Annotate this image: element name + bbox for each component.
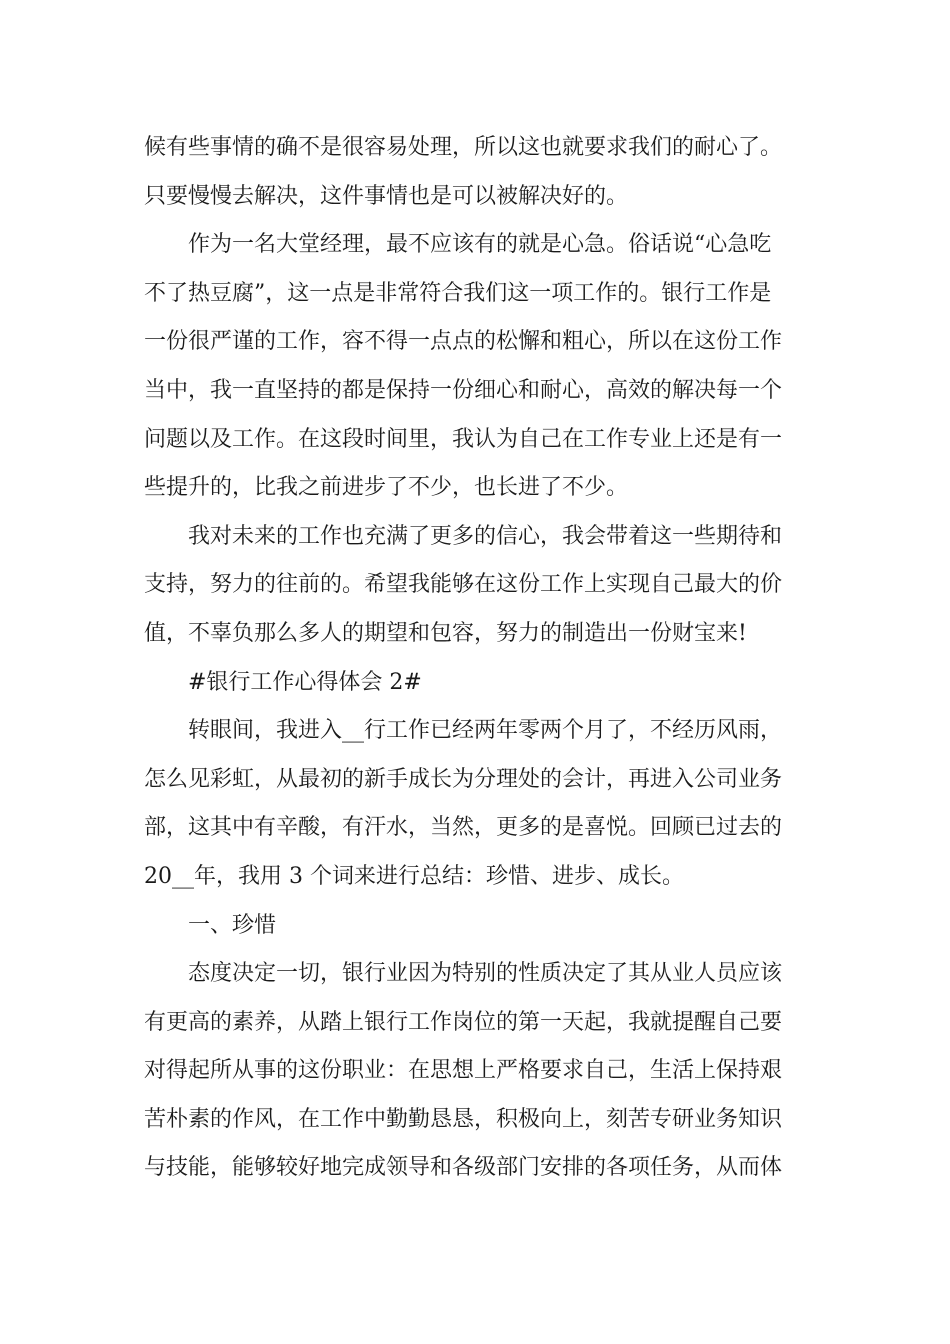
text-line: 态度决定一切，银行业因为特别的性质决定了其从业人员应该 — [188, 961, 783, 987]
text-line: 有更高的素养，从踏上银行工作岗位的第一天起，我就提醒自己要 — [144, 1009, 783, 1035]
text-line: 值，不辜负那么多人的期望和包容，努力的制造出一份财宝来! — [144, 620, 747, 646]
text-line: 怎么见彩虹，从最初的新手成长为分理处的会计，再进入公司业务 — [144, 766, 783, 792]
text-line: 些提升的，比我之前进步了不少，也长进了不少。 — [144, 475, 629, 501]
text-line: 不了热豆腐”，这一点是非常符合我们这一项工作的。银行工作是 — [144, 280, 772, 306]
body-text — [144, 128, 812, 1197]
text-line: 对得起所从事的这份职业：在思想上严格要求自己，生活上保持艰 — [144, 1058, 783, 1084]
text-line: 我对未来的工作也充满了更多的信心，我会带着这一些期待和 — [188, 523, 783, 549]
text-line: 一份很严谨的工作，容不得一点点的松懈和粗心，所以在这份工作 — [144, 329, 783, 355]
text-line: 20__年，我用 3 个词来进行总结：珍惜、进步、成长。 — [144, 863, 684, 889]
text-line: 问题以及工作。在这段时间里，我认为自己在工作专业上还是有一 — [144, 426, 783, 452]
text-line: #银行工作心得体会 2# — [188, 669, 422, 695]
text-line: 部，这其中有辛酸，有汗水，当然，更多的是喜悦。回顾已过去的 — [144, 815, 783, 841]
text-line: 苦朴素的作风，在工作中勤勤恳恳，积极向上，刻苦专研业务知识 — [144, 1106, 783, 1132]
text-line: 作为一名大堂经理，最不应该有的就是心急。俗话说“心急吃 — [188, 232, 772, 258]
text-line: 候有些事情的确不是很容易处理，所以这也就要求我们的耐心了。 — [144, 135, 783, 160]
text-line: 转眼间，我进入__行工作已经两年零两个月了，不经历风雨， — [188, 718, 783, 744]
text-line: 当中，我一直坚持的都是保持一份细心和耐心，高效的解决每一个 — [144, 377, 783, 403]
text-line: 只要慢慢去解决，这件事情也是可以被解决好的。 — [144, 183, 629, 209]
text-line: 与技能，能够较好地完成领导和各级部门安排的各项任务，从而体 — [144, 1155, 783, 1181]
text-line: 一、珍惜 — [188, 912, 277, 938]
text-line: 支持，努力的往前的。希望我能够在这份工作上实现自己最大的价 — [144, 572, 783, 598]
